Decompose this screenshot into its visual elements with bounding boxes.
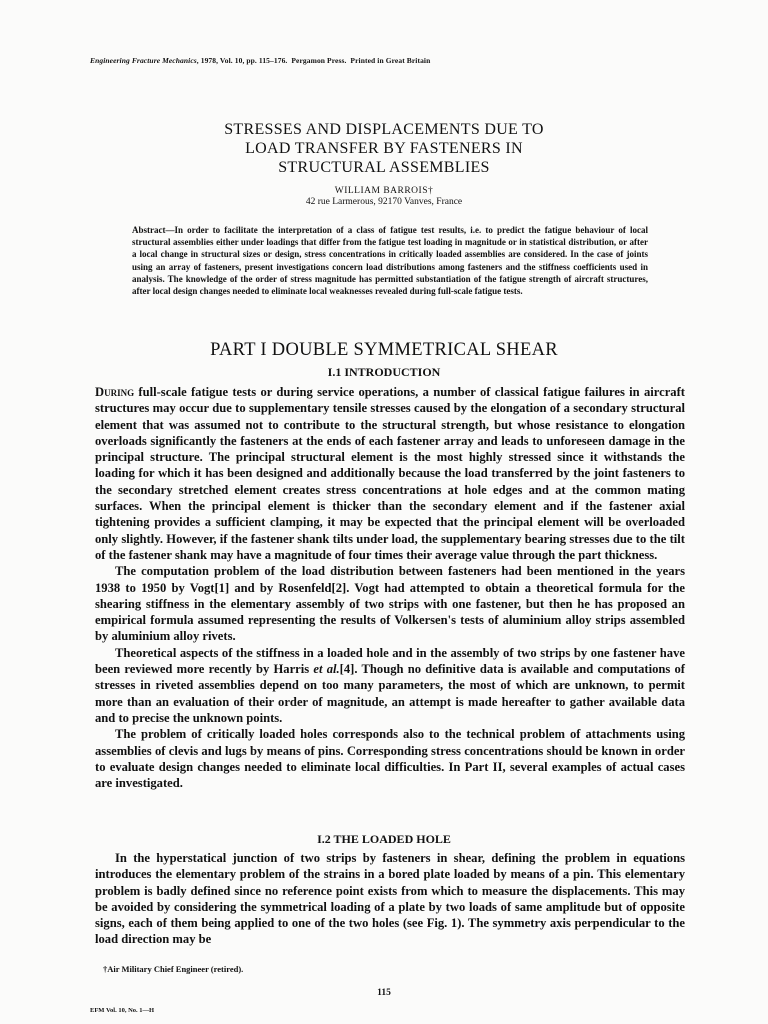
- abstract-label: Abstract: [132, 225, 166, 235]
- footnote: †Air Military Chief Engineer (retired).: [103, 964, 244, 974]
- paragraph: The problem of critically loaded holes corresponds also to the technical problem of attachments using assemblies of clevis and lugs by means of pins. Corresponding stress concentrations should be known in order to evaluate design changes needed to eliminate local difficulties. In Part II, several examples of actual cases are investigated.: [95, 727, 685, 791]
- paragraph: [95, 384, 685, 563]
- loaded-hole-body: [95, 850, 685, 948]
- title-line-3: STRUCTURAL ASSEMBLIES: [278, 159, 490, 176]
- author-name: WILLIAM BARROIS†: [334, 186, 434, 196]
- lead-word: During: [95, 385, 135, 399]
- journal-citation: [90, 56, 430, 65]
- section-heading-introduction: I.1 INTRODUCTION: [327, 365, 441, 379]
- paragraph: The computation problem of the load distribution between fasteners had been mentioned in the years 1938 to 1950 by Vogt[1] and by Rosenfeld[2]. Vogt had attempted to obtain a theoretical formula for the shearing stiffness in the elementary assembly of two strips with one fastener, but then he has proposed an empirical formula assumed representing the results of Volkersen's tests of aluminium alloy strips assembled by aluminium alloy rivets.: [95, 564, 685, 644]
- paragraph: [95, 645, 685, 726]
- section-heading-loaded-hole: I.2 THE LOADED HOLE: [317, 832, 451, 846]
- printed-in: Printed in Great Britain: [350, 56, 431, 65]
- paragraph-text: full-scale fatigue tests or during service operations, a number of classical fatigue failures in aircraft structures may occur due to supplementary tensile stresses caused by the elongation of a secondary structural element that was assumed not to contribute to the structural strength, but whose resistance to elongation overloads significantly the fasteners at the ends of each fastener array and leads to unforeseen damage in the principal structure. The principal structural element is the most highly stressed since it withstands the loading for which it has been designed and additionally because the load transferred by the joint fasteners to the secondary stretched element creates stress concentrations at hole edges and at the common mating surfaces. When the principal element is thicker than the secondary element and if the fastener axial tightening provides a sufficient clamping, it may be expected that the principal element will be overloaded only slightly. However, if the fastener shank tilts under load, the supplementary bearing stresses due to the tilt of the fastener shank may have a magnitude of four times their average value through the part thickness.: [95, 385, 685, 562]
- paper-title: [120, 120, 648, 177]
- title-line-2: LOAD TRANSFER BY FASTENERS IN: [245, 140, 523, 157]
- abstract-text: —In order to facilitate the interpretation of a class of fatigue test results, i.e. to predict the fatigue behaviour of local structural assemblies either under loadings that differ from the fatigue test loading in magnitude or in statistical distribution, or after a local change in structural sizes or design, stress concentrations in critically loaded assemblies are considered. In the case of joints using an array of fasteners, present investigations concern load distributions among fasteners and the stiffness coefficients used in analysis. The knowledge of the order of stress magnitude has permitted substantiation of the fatigue strength of aircraft structures, after local design changes needed to eliminate local weaknesses revealed during full-scale fatigue tests.: [132, 225, 648, 297]
- author-block: [120, 186, 648, 208]
- part-title: PART I DOUBLE SYMMETRICAL SHEAR: [210, 340, 558, 360]
- paragraph-text: [4]. Though no definitive data is available and computations of stresses in riveted assemblies depend on too many parameters, the most of which are unknown, to permit more than an evaluation of their order of magnitude, an attempt is made hereafter to gather available data and to precise the unknown points.: [95, 662, 686, 725]
- paragraph-text: Theoretical aspects of the stiffness in a loaded hole and in the assembly of two strips by one fastener have been reviewed more recently by Harris: [95, 645, 685, 677]
- abstract: [132, 224, 648, 297]
- publisher: Pergamon Press.: [291, 56, 347, 65]
- page-number: 115: [377, 988, 391, 998]
- paragraph: In the hyperstatical junction of two strips by fasteners in shear, defining the problem in equations introduces the elementary problem of the strains in a bored plate loaded by means of a pin. This elementary problem is badly defined since no reference point exists from which to measure the displacements. This may be avoided by considering the symmetrical loading of a plate by two loads of same amplitude but of opposite signs, each of them being applied to one of the two holes (see Fig. 1). The symmetry axis perpendicular to the load direction may be: [95, 851, 685, 947]
- introduction-body: [95, 384, 685, 791]
- paragraph-emphasis: et al.: [313, 662, 340, 677]
- author-address: 42 rue Larmerous, 92170 Vanves, France: [305, 197, 463, 207]
- citation: , 1978, Vol. 10, pp. 115–176.: [196, 56, 288, 65]
- title-line-1: STRESSES AND DISPLACEMENTS DUE TO: [224, 121, 544, 138]
- journal-name: Engineering Fracture Mechanics: [90, 56, 197, 65]
- issue-reference: EFM Vol. 10, No. 1—H: [90, 1007, 155, 1014]
